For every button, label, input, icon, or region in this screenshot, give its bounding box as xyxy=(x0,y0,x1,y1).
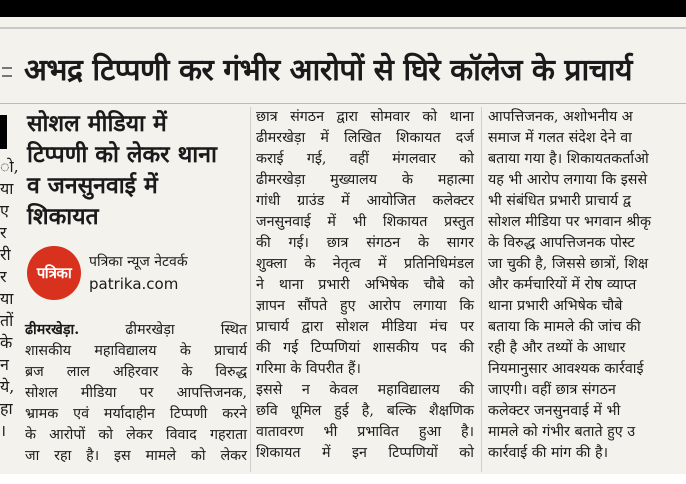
article-line: छात्र संगठन द्वारा सोमवार को थाना xyxy=(256,109,474,125)
article-line: इससे न केवल महाविद्यालय की xyxy=(256,382,474,398)
site-link[interactable]: patrika.com xyxy=(89,275,179,293)
article-line: के विरुद्ध आपत्तिजनक पोस्ट xyxy=(488,235,635,251)
left-fragment-line: ये, xyxy=(0,377,15,396)
article-line: की गई। छात्र संगठन के सागर xyxy=(256,235,474,251)
column-divider xyxy=(250,107,251,472)
article-line: गरिमा के विपरीत हैं। xyxy=(256,361,361,377)
article-line: शुक्ला के नेतृत्व में प्रतिनिधिमंडल xyxy=(256,256,474,272)
left-fragment-line: । xyxy=(0,421,7,440)
article-line: शासकीय महाविद्यालय के प्राचार्य xyxy=(25,343,247,359)
headline-text: अभद्र टिप्पणी कर गंभीर आरोपों से घिरे कॉलेज के प्राचार्य xyxy=(24,53,632,88)
article-line: थाना प्रभारी अभिषेक चौबे xyxy=(488,298,623,314)
deck-line: टिप्पणी को लेकर थाना xyxy=(27,142,217,168)
top-black-bar xyxy=(0,0,686,17)
deck-line: व जनसुनवाई में xyxy=(27,173,158,199)
article-line: बताया गया है। शिकायतकर्ताओ xyxy=(488,151,649,167)
article-line: जाएगी। वहीं छात्र संगठन xyxy=(488,382,616,398)
article-line: ढीमरखेड़ा में लिखित शिकायत दर्ज xyxy=(256,130,474,146)
article-line: यह भी आरोप लगाया कि इससे xyxy=(488,172,648,188)
article-line: शिकायत में इन टिप्पणियों को xyxy=(256,445,474,461)
article-line: ढीमरखेड़ा मुख्यालय के महात्मा xyxy=(256,172,474,188)
left-fragment-line: के xyxy=(0,333,13,352)
left-cut-column xyxy=(0,115,19,475)
article-line: ज्ञापन सौंपते हुए आरोप लगाया कि xyxy=(256,298,474,314)
article-line: कराई गई, वहीं मंगलवार को xyxy=(256,151,474,167)
left-fragment-line: तों xyxy=(0,311,14,330)
article-line: रही है और तथ्यों के आधार xyxy=(488,340,626,356)
dateline: ढीमरखेड़ा. xyxy=(25,322,80,338)
headline xyxy=(0,47,686,95)
article-line: नियमानुसार आवश्यक कार्रवाई xyxy=(488,361,644,377)
left-fragment-line: न xyxy=(0,355,9,374)
article-line: और कर्मचारियों में रोष व्याप्त xyxy=(488,277,637,293)
article-line: आपत्तिजनक, अशोभनीय अ xyxy=(488,109,633,125)
top-rule xyxy=(0,27,686,29)
article-column-2 xyxy=(256,107,474,464)
left-fragment-line: हा xyxy=(0,399,13,418)
left-fragment-line: ो, xyxy=(0,157,19,176)
left-fragment-line: री xyxy=(0,245,11,264)
article-line: कार्रवाई की मांग की है। xyxy=(488,445,609,461)
column-divider xyxy=(481,107,482,472)
article-line: सोशल मीडिया पर भगवान श्रीकृ xyxy=(488,214,652,230)
left-fragment-line: र xyxy=(0,267,7,286)
agency-name: पत्रिका न्यूज नेटवर्क xyxy=(89,254,188,270)
article-line: छवि धूमिल हुई है, बल्कि शैक्षणिक xyxy=(256,403,474,419)
article-line: ने थाना प्रभारी अभिषेक चौबे को xyxy=(256,277,474,293)
article-line: गांधी ग्राउंड में आयोजित कलेक्टर xyxy=(256,193,474,209)
article-line: ब्रज लाल अहिरवार के विरुद्ध xyxy=(25,364,247,380)
article-line: जा चुकी है, जिससे छात्रों, शिक्ष xyxy=(488,256,649,272)
byline xyxy=(27,246,252,306)
left-fragment-line: ए xyxy=(0,201,9,220)
article-line: भी संबंधित प्रभारी प्राचार्य द्व xyxy=(488,193,631,209)
article-line: सोशल मीडिया पर आपत्तिजनक, xyxy=(25,385,247,401)
article-line-text: ढीमरखेड़ा स्थित xyxy=(79,322,247,338)
deck-line: शिकायत xyxy=(27,204,99,230)
headline-rule xyxy=(0,103,686,104)
article-line: बताया कि मामले की जांच की xyxy=(488,319,641,335)
left-black-block xyxy=(0,115,7,149)
article-column-1 xyxy=(25,320,247,467)
bottom-edge xyxy=(0,474,686,484)
article-line: वातावरण भी प्रभावित हुआ है। xyxy=(256,424,474,440)
sub-headline xyxy=(27,109,247,233)
article-line: मामले को गंभीर बताते हुए उ xyxy=(488,424,636,440)
deck-line: सोशल मीडिया में xyxy=(27,111,167,137)
article-line: की गई टिप्पणियां शासकीय पद की xyxy=(256,340,474,356)
headline-bullet-icon xyxy=(2,67,12,77)
article-line: जा रहा है। इस मामले को लेकर xyxy=(25,448,247,464)
article-line: कलेक्टर जनसुनवाई में भी xyxy=(488,403,621,419)
patrika-logo: पत्रिका xyxy=(27,246,81,300)
left-fragment-line: या xyxy=(0,289,14,308)
left-fragment-line: या xyxy=(0,179,14,198)
article-line: भ्रामक एवं मर्यादाहीन टिप्पणी करने xyxy=(25,406,247,422)
article-line: जनसुनवाई में भी शिकायत प्रस्तुत xyxy=(256,214,474,230)
article-line: समाज में गलत संदेश देने वा xyxy=(488,130,632,146)
article-line xyxy=(25,320,247,341)
article-line: के आरोपों को लेकर विवाद गहराता xyxy=(25,427,247,443)
left-fragment-line: र xyxy=(0,223,7,242)
article-line: प्राचार्य द्वारा सोशल मीडिया मंच पर xyxy=(256,319,474,335)
article-column-3 xyxy=(488,107,686,464)
